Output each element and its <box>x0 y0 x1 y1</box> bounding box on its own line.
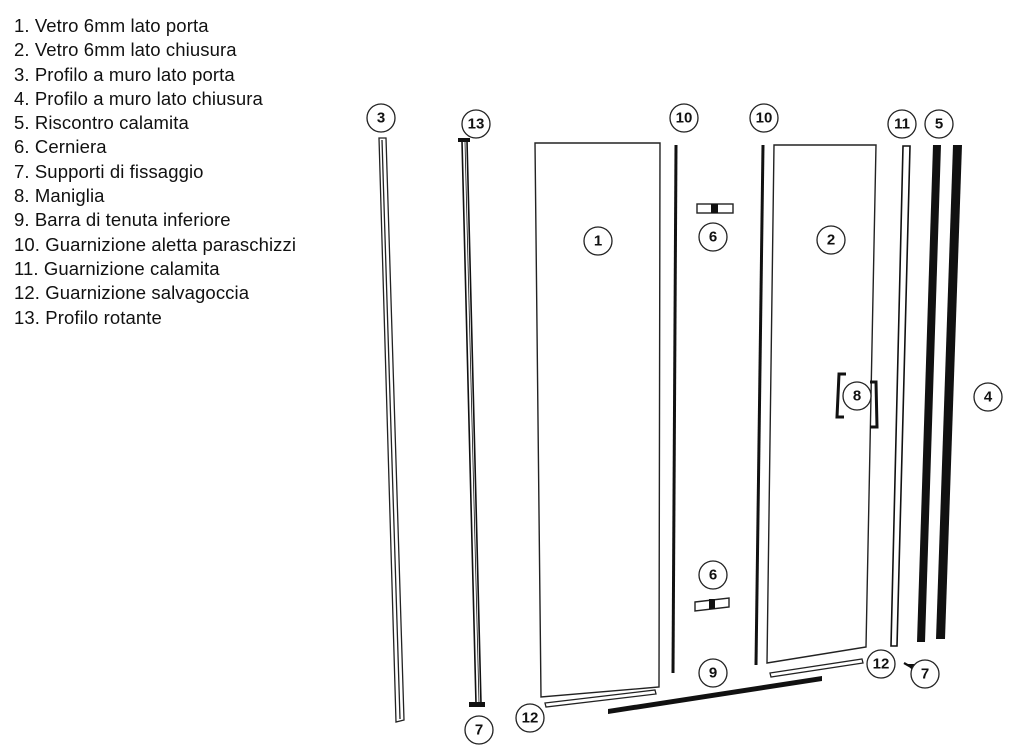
callout-10-right <box>750 104 778 132</box>
legend-item-5: 5. Riscontro calamita <box>14 112 189 134</box>
callout-label: 6 <box>708 228 718 246</box>
callout-label: 2 <box>826 231 836 249</box>
callout-label: 1 <box>593 232 603 250</box>
legend-item-12: 12. Guarnizione salvagoccia <box>14 282 250 304</box>
callout-label: 11 <box>894 115 910 133</box>
callout-label: 10 <box>675 109 693 127</box>
callout-label: 6 <box>708 566 718 584</box>
legend-item-7: 7. Supporti di fissaggio <box>14 160 204 182</box>
callout-label: 7 <box>920 665 930 683</box>
legend-item-13: 13. Profilo rotante <box>14 306 162 328</box>
wall-profile-closing-side <box>936 145 962 639</box>
callout-label: 12 <box>521 709 539 727</box>
legend-item-11: 11. Guarnizione calamita <box>14 257 220 279</box>
callout-label: 8 <box>852 387 862 405</box>
legend-item-6: 6. Cerniera <box>14 136 107 158</box>
wall-profile-door-side <box>379 138 404 722</box>
callout-label: 13 <box>467 115 485 133</box>
callout-6-top <box>699 223 727 251</box>
callout-4 <box>974 383 1002 411</box>
callout-10-left <box>670 104 698 132</box>
callout-label: 12 <box>872 655 890 673</box>
callout-label: 7 <box>474 721 484 739</box>
callout-3 <box>367 104 395 132</box>
callout-12-left <box>516 704 544 732</box>
callout-11 <box>888 110 916 138</box>
callout-7-left <box>465 716 493 744</box>
callout-label: 3 <box>376 109 386 127</box>
glass-panel-door-side <box>535 143 660 697</box>
callout-5 <box>925 110 953 138</box>
legend-item-3: 3. Profilo a muro lato porta <box>14 63 235 85</box>
callout-label: 9 <box>708 664 718 682</box>
callout-8 <box>843 382 871 410</box>
fixing-bracket-left <box>469 702 485 707</box>
magnet-gasket <box>891 146 910 646</box>
magnet-strike <box>917 145 941 642</box>
callout-12-right <box>867 650 895 678</box>
callout-2 <box>817 226 845 254</box>
rotating-profile <box>458 138 485 707</box>
callout-label: 10 <box>755 109 773 127</box>
hinge-top <box>697 204 733 213</box>
hinge-bottom <box>695 598 729 611</box>
callout-label: 5 <box>934 115 944 133</box>
callout-13 <box>462 110 490 138</box>
legend-item-4: 4. Profilo a muro lato chiusura <box>14 87 263 109</box>
legend-item-10: 10. Guarnizione aletta paraschizzi <box>14 233 297 255</box>
splash-fin-gasket-left <box>673 145 676 673</box>
legend-item-9: 9. Barra di tenuta inferiore <box>14 209 231 231</box>
legend-item-8: 8. Maniglia <box>14 185 105 207</box>
callout-7-right <box>911 660 939 688</box>
callout-1 <box>584 227 612 255</box>
callout-9 <box>699 659 727 687</box>
splash-fin-gasket-right <box>756 145 763 665</box>
legend-item-2: 2. Vetro 6mm lato chiusura <box>14 39 237 61</box>
drip-gasket-right <box>770 659 863 677</box>
callout-6-bottom <box>699 561 727 589</box>
callout-label: 4 <box>983 388 993 406</box>
legend-item-1: 1. Vetro 6mm lato porta <box>14 15 209 36</box>
